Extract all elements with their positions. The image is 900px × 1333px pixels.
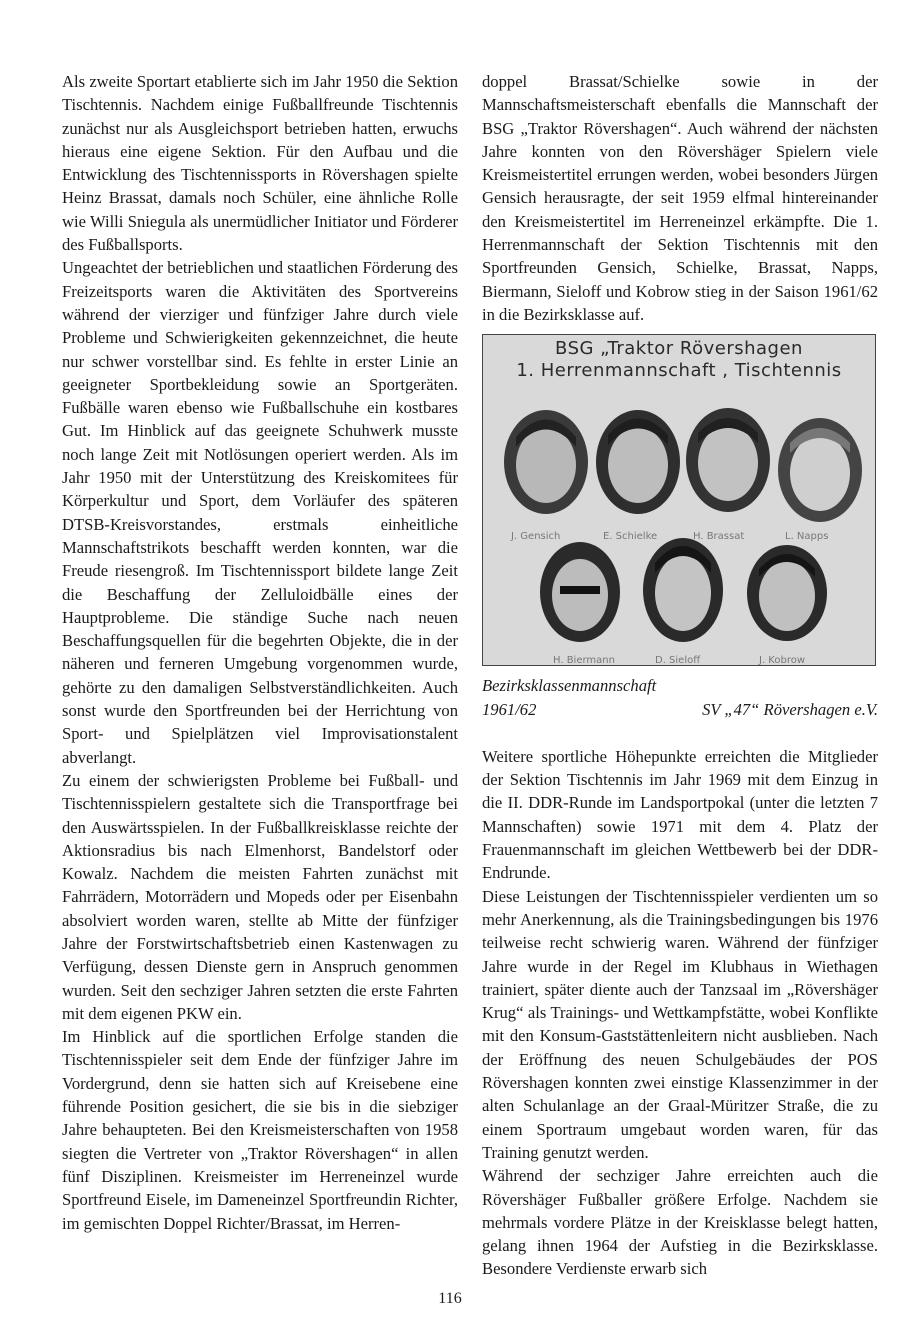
portrait-kobrow xyxy=(745,543,830,643)
left-text-column xyxy=(62,70,458,1235)
portrait-biermann xyxy=(538,540,623,645)
paragraph: Zu einem der schwierigsten Probleme bei Fußball- und Tischtennisspielern gestaltete sich die Transportfrage bei den Auswärtsspielen. In der Fußballkreisklasse reichte der Aktionsradius bis nach Elmenhorst, Bandelstorf oder Kowalz. Nachdem die meisten Fahrten zunächst mit Fahrrädern, Motorrädern und Mopeds oder per Eisenbahn absolviert worden waren, stellte ab Mitte der fünfziger Jahre der Forstwirtschaftsbetrieb einen Kastenwagen zu Verfügung, dessen Dienste gern in Anspruch genommen wurden. Seit den sechziger Jahren setzten die erste Fahrten mit dem eigenen PKW ein. xyxy=(62,770,458,1023)
paragraph: doppel Brassat/Schielke sowie in der Mannschaftsmeisterschaft ebenfalls die Mannschaft der BSG „Traktor Rövershagen“. Auch während der nächsten Jahre konnten von den Rövershäger Spielern viele Kreismeistertitel errungen werden, wobei besonders Jürgen Gensich herausragte, der seit 1959 elfmal hintereinander den Kreismeistertitel im Herreneinzel erkämpfte. Die 1. Herrenmannschaft der Sektion Tischtennis mit den Sportfreunden Gensich, Schielke, Brassat, Napps, Biermann, Sieloff und Kobrow stieg in der Saison 1961/62 in die Bezirksklasse auf. xyxy=(482,72,878,324)
paragraph: Weitere sportliche Höhepunkte erreichten die Mitglieder der Sektion Tischtennis im Jahr 1969 mit dem Einzug in die II. DDR-Runde im Landsportpokal (unter die letzten 7 Mannschaften) sowie 1971 mit dem 4. Platz der Frauenmannschaft im gleichen Wettbewerb bei der DDR-Endrunde. xyxy=(482,746,878,883)
player-name: L. Napps xyxy=(785,531,829,543)
photo-title-line-2: 1. Herrenmannschaft , Tischtennis xyxy=(516,360,842,382)
player-name: H. Brassat xyxy=(693,531,745,543)
portrait-napps xyxy=(775,415,865,525)
portrait-sieloff xyxy=(641,535,726,645)
player-name: E. Schielke xyxy=(603,531,658,543)
photo-caption xyxy=(482,674,878,721)
portrait-brassat xyxy=(683,405,773,515)
photo-title-line-1: BSG „Traktor Rövershagen xyxy=(555,338,803,360)
player-name: J. Kobrow xyxy=(759,655,806,667)
caption-year: 1961/62 xyxy=(482,699,537,719)
caption-title: Bezirksklassenmannschaft xyxy=(482,676,657,696)
paragraph: Diese Leistungen der Tischtennisspieler verdienten um so mehr Anerkennung, als die Trainingsbedingungen bis 1976 teilweise recht schwierig waren. Während der fünfziger Jahre wurde in der Regel im Klubhaus in Wiethagen trainiert, später diente auch der Tanzsaal im „Rövershäger Krug“ als Trainings- und Wettkampfstätte, wobei Konflikte mit den Konsum-Gaststättenleitern nicht ausblieben. Nach der Eröffnung des neuen Schulgebäudes der POS Rövershagen konnten zwei einstige Klassenzimmer in der alten Schulanlage an der Graal-Müritzer Straße, die zu einem Sportraum umgebaut worden waren, für das Training genutzt werden. xyxy=(482,886,878,1162)
player-name: J. Gensich xyxy=(511,531,561,543)
team-photo xyxy=(482,334,876,666)
player-name: D. Sieloff xyxy=(655,655,701,667)
paragraph: Ungeachtet der betrieblichen und staatlichen Förderung des Freizeitsports waren die Aktivitäten des Sportvereins während der vierziger und fünfziger Jahre durch viele Probleme und Schwierigkeiten gekennzeichnet, die heute nur schwer vorstellbar sind. Es fehlte in erster Linie an geeigneter Sportbekleidung sowie an Sportgeräten. Fußbälle waren ebenso wie Fußballschuhe ein kostbares Gut. Im Hinblick auf das geeignete Schuhwerk musste noch lange Zeit mit Notlösungen operiert werden. Als im Jahr 1950 mit der Unterstützung des Kreiskomitees für Körperkultur und Sport, dem Vorläufer des späteren DTSB-Kreisvorstandes, erstmals einheitliche Mannschaftstrikots beschafft werden konnten, war die Freude riesengroß. Im Tischtennissport bildete lange Zeit die Beschaffung der Zelluloidbälle eines der Hauptprobleme. Die ständige Suche nach neuen Beschaffungsquellen für die begehrten Objekte, die in der näheren und ferneren Umgebung vorgenommen wurde, gehörte zu den damaligen Selbstverständlichkeiten. Auch sonst wurde den Sportfreunden bei der Herrichtung von Sport- und Spielplätzen viel Improvisationstalent abverlangt. xyxy=(62,258,458,767)
paragraph: Während der sechziger Jahre erreichten auch die Rövershäger Fußballer größere Erfolge. Nachdem sie mehrmals vordere Plätze in der Kreisklasse belegt hatten, gelang ihnen 1964 der Aufstieg in die Bezirksklasse. Besondere Verdienste erwarb sich xyxy=(482,1166,878,1279)
right-text-column xyxy=(482,70,878,1281)
player-name: H. Biermann xyxy=(553,655,615,667)
page-number: 116 xyxy=(438,1290,462,1307)
paragraph: Im Hinblick auf die sportlichen Erfolge standen die Tischtennisspieler seit dem Ende der fünfziger Jahre im Vordergrund, denn sie hatten sich auf Kreisebene eine führende Position gesichert, die sie bis in die siebziger Jahre behaupteten. Bei den Kreismeisterschaften von 1958 siegten die Vertreter von „Traktor Rövershagen“ in allen fünf Disziplinen. Kreismeister im Herreneinzel wurde Sportfreund Eisele, im Dameneinzel Sportfreundin Richter, im gemischten Doppel Richter/Brassat, im Herren- xyxy=(62,1027,458,1233)
portrait-schielke xyxy=(593,407,683,517)
portrait-gensich xyxy=(501,407,591,517)
caption-source: SV „47“ Rövershagen e.V. xyxy=(702,699,878,719)
paragraph: Als zweite Sportart etablierte sich im Jahr 1950 die Sektion Tischtennis. Nachdem einige Fußballfreunde Tischtennis zunächst nur als Ausgleichsport betrieben hatten, erwuchs hieraus eine eigene Sektion. Für den Aufbau und die Entwicklung des Tischtennissports in Rövershagen spielte Heinz Brassat, damals noch Schüler, eine ähnliche Rolle wie Willi Sniegula als unermüdlicher Initiator und Förderer des Fußballsports. xyxy=(62,72,458,255)
